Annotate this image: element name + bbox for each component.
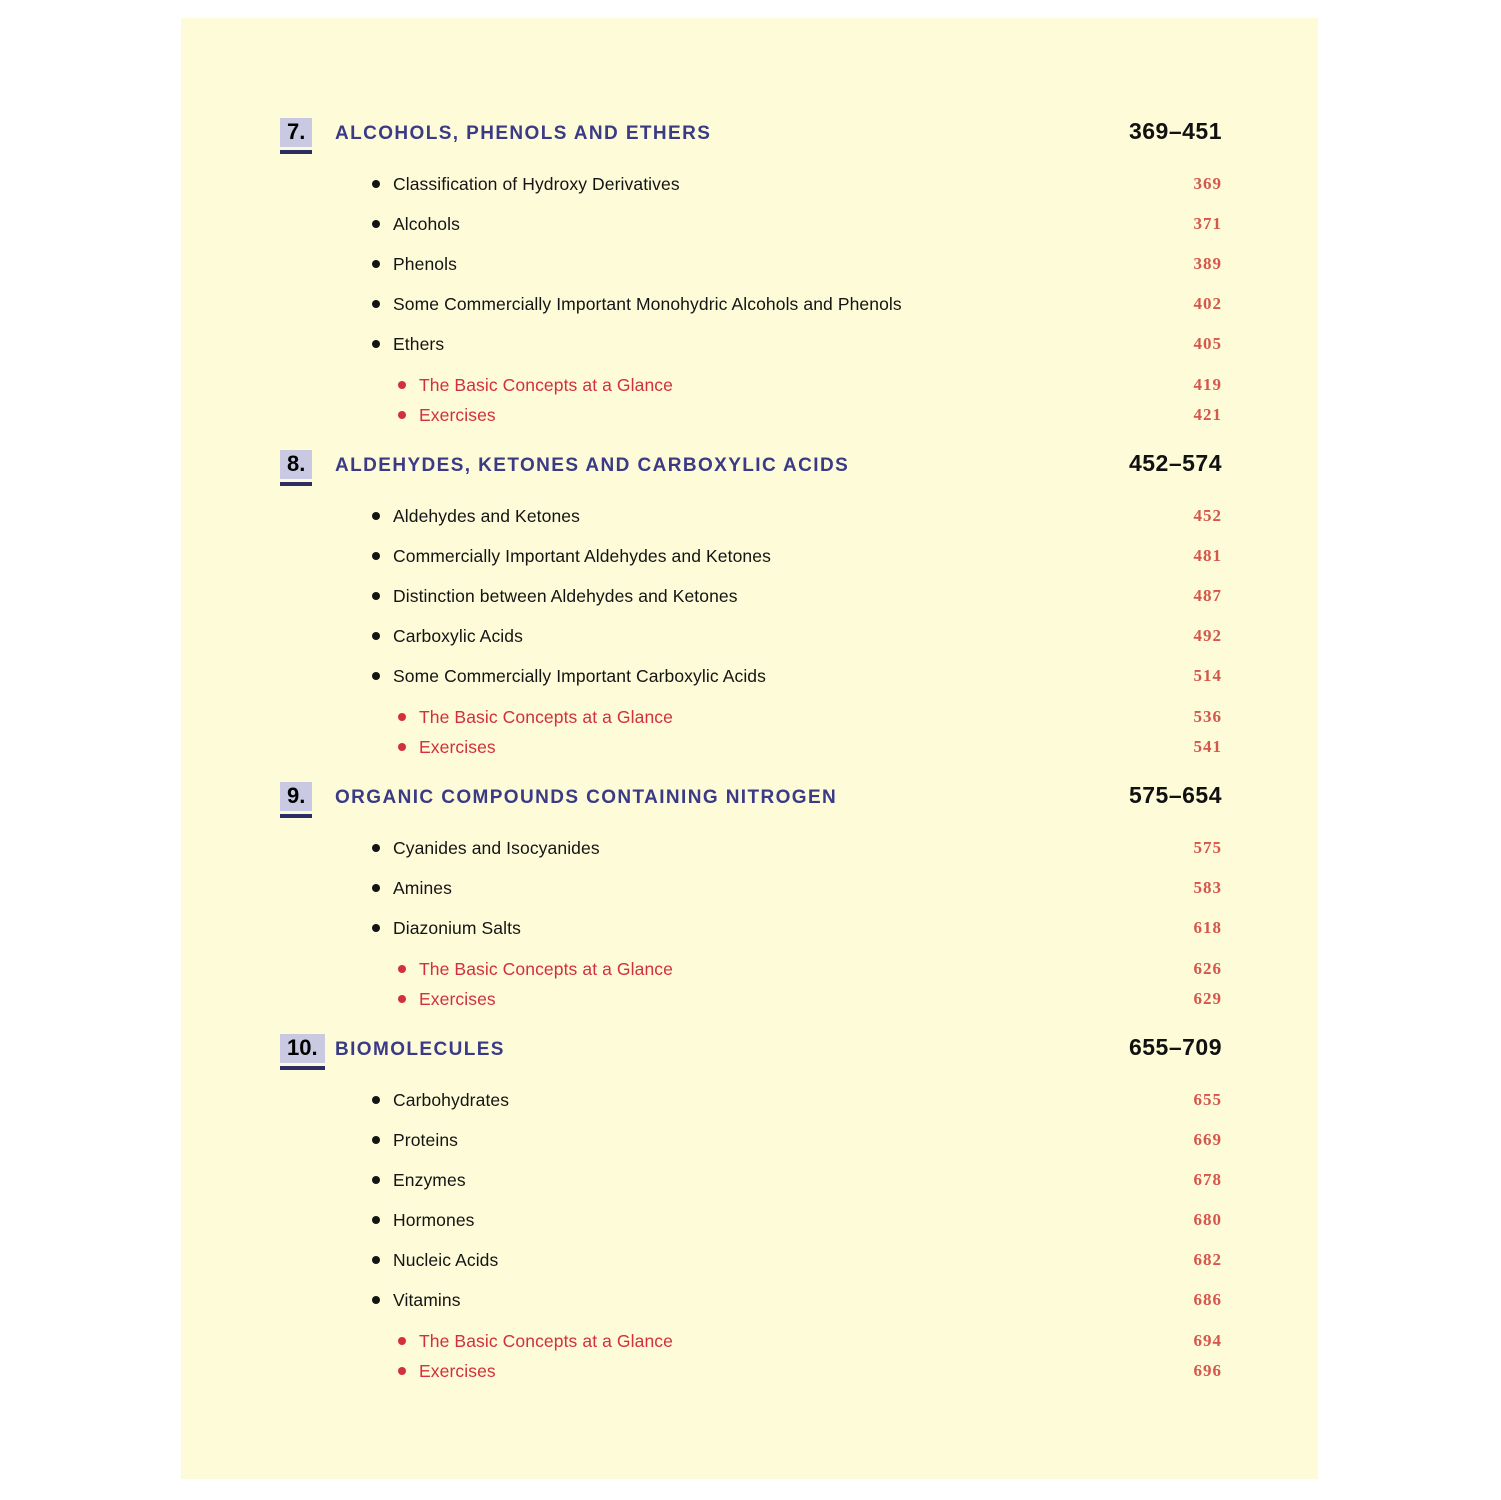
toc-item-label: The Basic Concepts at a Glance [419, 1330, 673, 1351]
toc-item-page-number: 541 [1193, 737, 1222, 756]
bullet-icon [398, 995, 406, 1003]
bullet-icon [398, 713, 406, 721]
toc-item-label: Nucleic Acids [393, 1249, 499, 1270]
toc-item-label: Aldehydes and Ketones [393, 505, 580, 526]
toc-item-page-number: 369 [1193, 174, 1222, 193]
toc-item-label: Vitamins [393, 1289, 461, 1310]
toc-item [181, 908, 1318, 948]
chapter-number-slot [280, 450, 335, 486]
toc-item [181, 702, 1318, 732]
chapter-number-slot [280, 782, 335, 818]
toc-item-page-number: 389 [1193, 254, 1222, 273]
toc-item-page-number: 680 [1193, 1210, 1222, 1229]
chapter-title: ALCOHOLS, PHENOLS AND ETHERS [335, 123, 712, 144]
chapter-heading [181, 782, 1318, 828]
toc-item-label: Exercises [419, 1360, 496, 1381]
toc-item [181, 496, 1318, 536]
toc-item [181, 1160, 1318, 1200]
bullet-icon [372, 844, 380, 852]
chapter-number-slot [280, 1034, 335, 1070]
toc-item [181, 1120, 1318, 1160]
toc-item-page-number: 514 [1193, 666, 1222, 685]
toc-item [181, 984, 1318, 1014]
toc-item-page-number: 694 [1193, 1331, 1222, 1350]
bullet-icon [398, 411, 406, 419]
toc-item-label: Some Commercially Important Carboxylic Acids [393, 665, 766, 686]
bullet-icon [372, 672, 380, 680]
toc-item-label: Commercially Important Aldehydes and Ketones [393, 545, 771, 566]
toc-item-page-number: 536 [1193, 707, 1222, 726]
toc-item-page-number: 481 [1193, 546, 1222, 565]
toc-item [181, 1240, 1318, 1280]
toc-item-label: Distinction between Aldehydes and Ketones [393, 585, 738, 606]
bullet-icon [372, 180, 380, 188]
toc-item-page-number: 686 [1193, 1290, 1222, 1309]
chapter-heading [181, 118, 1318, 164]
chapter-number-slot [280, 118, 335, 154]
bullet-icon [372, 260, 380, 268]
toc-item-label: Ethers [393, 333, 445, 354]
toc-item [181, 536, 1318, 576]
toc-item [181, 1326, 1318, 1356]
toc-item-page-number: 629 [1193, 989, 1222, 1008]
toc-item-label: Amines [393, 877, 452, 898]
toc-item [181, 324, 1318, 364]
toc-item-page-number: 575 [1193, 838, 1222, 857]
toc-item-label: Some Commercially Important Monohydric Alcohols and Phenols [393, 293, 902, 314]
chapter-number-box [280, 1034, 325, 1070]
bullet-icon [372, 632, 380, 640]
toc-item [181, 400, 1318, 430]
chapter-number: 9. [280, 782, 312, 811]
toc-item-label: The Basic Concepts at a Glance [419, 706, 673, 727]
toc-item-page-number: 682 [1193, 1250, 1222, 1269]
chapter-page-range: 452–574 [1128, 450, 1222, 476]
chapter-page-range: 369–451 [1128, 118, 1222, 144]
chapter-number-box [280, 450, 312, 486]
toc-item-label: Classification of Hydroxy Derivatives [393, 173, 680, 194]
bullet-icon [372, 884, 380, 892]
toc-item-page-number: 419 [1193, 375, 1222, 394]
toc-item-page-number: 655 [1193, 1090, 1222, 1109]
toc-item [181, 954, 1318, 984]
toc-item-page-number: 492 [1193, 626, 1222, 645]
toc-item-page-number: 669 [1193, 1130, 1222, 1149]
chapter-number-box [280, 118, 312, 154]
toc-item [181, 1200, 1318, 1240]
toc-item-label: Cyanides and Isocyanides [393, 837, 600, 858]
toc-content [181, 18, 1318, 1386]
toc-item [181, 1356, 1318, 1386]
toc-item-page-number: 371 [1193, 214, 1222, 233]
toc-item-page-number: 421 [1193, 405, 1222, 424]
toc-item-label: Alcohols [393, 213, 460, 234]
toc-item [181, 370, 1318, 400]
chapter-number: 8. [280, 450, 312, 479]
toc-item-page-number: 487 [1193, 586, 1222, 605]
toc-item-page-number: 626 [1193, 959, 1222, 978]
bullet-icon [372, 1296, 380, 1304]
chapter-heading [181, 450, 1318, 496]
toc-item [181, 828, 1318, 868]
toc-item-label: Enzymes [393, 1169, 466, 1190]
bullet-icon [372, 220, 380, 228]
bullet-icon [372, 1176, 380, 1184]
toc-item-page-number: 696 [1193, 1361, 1222, 1380]
bullet-icon [398, 381, 406, 389]
toc-item-page-number: 452 [1193, 506, 1222, 525]
toc-item [181, 1280, 1318, 1320]
bullet-icon [372, 340, 380, 348]
toc-item [181, 204, 1318, 244]
toc-item [181, 732, 1318, 762]
bullet-icon [398, 1337, 406, 1345]
toc-item-label: Phenols [393, 253, 457, 274]
toc-item [181, 284, 1318, 324]
toc-item-page-number: 402 [1193, 294, 1222, 313]
toc-item [181, 1080, 1318, 1120]
bullet-icon [398, 965, 406, 973]
toc-item [181, 244, 1318, 284]
chapter-number-box [280, 782, 312, 818]
toc-item-label: Proteins [393, 1129, 458, 1150]
bullet-icon [372, 1096, 380, 1104]
bullet-icon [372, 1136, 380, 1144]
chapter-number: 10. [280, 1034, 325, 1063]
bullet-icon [372, 300, 380, 308]
toc-item-label: Carbohydrates [393, 1089, 510, 1110]
toc-item-label: Exercises [419, 404, 496, 425]
bullet-icon [372, 1256, 380, 1264]
bullet-icon [372, 924, 380, 932]
document-page [181, 18, 1318, 1479]
bullet-icon [372, 592, 380, 600]
toc-item [181, 656, 1318, 696]
toc-item-label: The Basic Concepts at a Glance [419, 374, 673, 395]
bullet-icon [372, 512, 380, 520]
toc-item [181, 616, 1318, 656]
toc-item-page-number: 405 [1193, 334, 1222, 353]
toc-item-label: Hormones [393, 1209, 475, 1230]
toc-item [181, 576, 1318, 616]
toc-item-page-number: 618 [1193, 918, 1222, 937]
bullet-icon [372, 552, 380, 560]
chapter-title: ORGANIC COMPOUNDS CONTAINING NITROGEN [335, 787, 838, 808]
chapter-heading [181, 1034, 1318, 1080]
chapter-title: ALDEHYDES, KETONES AND CARBOXYLIC ACIDS [335, 455, 850, 476]
chapter-page-range: 575–654 [1128, 782, 1222, 808]
toc-item-label: The Basic Concepts at a Glance [419, 958, 673, 979]
chapter-title: BIOMOLECULES [335, 1039, 505, 1060]
bullet-icon [398, 743, 406, 751]
toc-item-label: Carboxylic Acids [393, 625, 523, 646]
toc-item-label: Diazonium Salts [393, 917, 521, 938]
toc-item-page-number: 678 [1193, 1170, 1222, 1189]
chapter-page-range: 655–709 [1128, 1034, 1222, 1060]
toc-item-label: Exercises [419, 988, 496, 1009]
toc-item-label: Exercises [419, 736, 496, 757]
toc-item [181, 868, 1318, 908]
chapter-number: 7. [280, 118, 312, 147]
toc-item [181, 164, 1318, 204]
bullet-icon [372, 1216, 380, 1224]
bullet-icon [398, 1367, 406, 1375]
toc-item-page-number: 583 [1193, 878, 1222, 897]
